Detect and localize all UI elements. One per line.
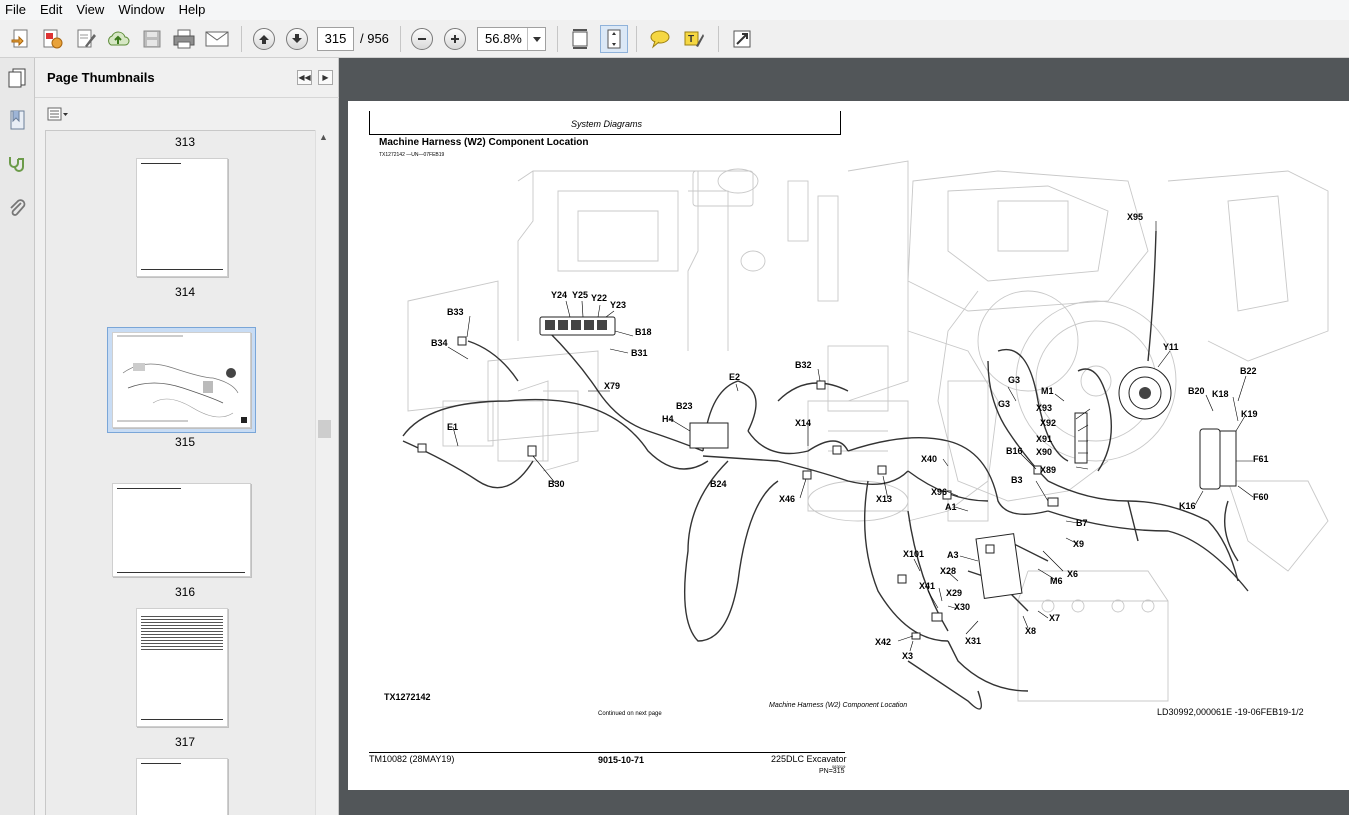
- footer-pn: PN=315: [819, 768, 845, 775]
- thumbnail-list: [45, 130, 323, 815]
- label-b31: B31: [631, 348, 648, 358]
- chevron-down-icon[interactable]: [527, 28, 545, 50]
- label-f60: F60: [1253, 492, 1269, 502]
- label-x3: X3: [902, 651, 914, 661]
- navigation-rail: [0, 58, 35, 815]
- label-f61: F61: [1253, 454, 1269, 464]
- page-title: Machine Harness (W2) Component Location: [379, 137, 589, 148]
- label-k16: K16: [1179, 501, 1196, 511]
- thumb-label-313: 313: [174, 135, 196, 149]
- label-y23: Y23: [610, 300, 627, 310]
- label-k18: K18: [1212, 389, 1229, 399]
- label-x90: X90: [1036, 447, 1053, 457]
- label-x8: X8: [1025, 626, 1037, 636]
- page-header: System Diagrams: [571, 119, 643, 129]
- expand-icon[interactable]: [728, 25, 756, 53]
- label-g3-lower: G3: [998, 399, 1011, 409]
- panel-next-icon[interactable]: ▶: [318, 70, 333, 85]
- attachments-icon[interactable]: [5, 196, 29, 220]
- label-x89: X89: [1040, 465, 1057, 475]
- label-x92: X92: [1040, 418, 1057, 428]
- menu-edit[interactable]: Edit: [39, 2, 63, 17]
- label-x13: X13: [876, 494, 893, 504]
- label-x96: X96: [931, 487, 948, 497]
- page-total: / 956: [360, 31, 389, 46]
- panel-title: Page Thumbnails: [47, 70, 155, 85]
- label-m1: M1: [1041, 386, 1054, 396]
- pdf-page: [348, 101, 1349, 790]
- thumb-label-315: 315: [174, 435, 196, 449]
- panel-header: [35, 58, 339, 98]
- options-menu[interactable]: [47, 107, 73, 123]
- label-x91: X91: [1036, 434, 1053, 444]
- thumbnails-panel: [35, 58, 339, 815]
- bookmarks-icon[interactable]: [5, 108, 29, 132]
- label-b22: B22: [1240, 366, 1257, 376]
- label-b3: B3: [1011, 475, 1023, 485]
- thumb-label-316: 316: [174, 585, 196, 599]
- footer-rule: [369, 752, 845, 753]
- label-b33: B33: [447, 307, 464, 317]
- label-x31: X31: [965, 636, 982, 646]
- harness-diagram: [348, 101, 1349, 790]
- label-x79: X79: [604, 381, 621, 391]
- label-e1: E1: [447, 422, 459, 432]
- label-x28: X28: [940, 566, 957, 576]
- reference-id: LD30992,000061E -19-06FEB19-1/2: [1157, 707, 1304, 717]
- figure-caption: Machine Harness (W2) Component Location: [769, 702, 908, 709]
- svg-text:T: T: [688, 34, 695, 45]
- label-h4: H4: [662, 414, 674, 424]
- label-x40: X40: [921, 454, 938, 464]
- label-x42: X42: [875, 637, 892, 647]
- thumb-label-314: 314: [174, 285, 196, 299]
- label-b18: B18: [635, 327, 652, 337]
- scroll-up-icon[interactable]: ▲: [319, 132, 328, 142]
- label-y24: Y24: [551, 290, 568, 300]
- label-b7: B7: [1076, 518, 1088, 528]
- fit-page-icon[interactable]: [600, 25, 628, 53]
- email-icon[interactable]: [203, 25, 231, 53]
- label-y25: Y25: [572, 290, 589, 300]
- label-y22: Y22: [591, 293, 608, 303]
- print-icon[interactable]: [170, 25, 198, 53]
- collapse-left-icon[interactable]: ◀◀: [297, 70, 312, 85]
- scrollbar-thumb[interactable]: [318, 420, 331, 438]
- thumbnail-page-314[interactable]: [136, 158, 228, 277]
- label-e2: E2: [729, 372, 741, 382]
- edit-pdf-icon[interactable]: [72, 25, 100, 53]
- continued-note: Continued on next page: [598, 711, 662, 717]
- signatures-icon[interactable]: [5, 152, 29, 176]
- export-pdf-icon[interactable]: [38, 25, 66, 53]
- thumbnail-page-316[interactable]: [112, 483, 251, 577]
- label-b30: B30: [548, 479, 565, 489]
- label-b34: B34: [431, 338, 448, 348]
- label-k19: K19: [1241, 409, 1258, 419]
- menu-file[interactable]: File: [5, 2, 26, 17]
- footer-center: 9015-10-71: [598, 755, 645, 765]
- zoom-select[interactable]: [477, 27, 546, 51]
- zoom-in-icon[interactable]: [441, 25, 469, 53]
- zoom-out-icon[interactable]: [408, 25, 436, 53]
- footer-left: TM10082 (28MAY19): [369, 754, 455, 764]
- figure-code: TX1272142 —UN—07FEB19: [379, 152, 445, 158]
- label-x6: X6: [1067, 569, 1079, 579]
- label-m6: M6: [1050, 576, 1063, 586]
- label-x93: X93: [1036, 403, 1053, 413]
- label-x46: X46: [779, 494, 796, 504]
- save-icon[interactable]: [138, 25, 166, 53]
- upload-icon[interactable]: [104, 25, 132, 53]
- label-x41: X41: [919, 581, 936, 591]
- label-g3-upper: G3: [1008, 375, 1021, 385]
- label-x9: X9: [1073, 539, 1085, 549]
- label-b23: B23: [676, 401, 693, 411]
- toolbar: [0, 20, 1349, 58]
- label-x7: X7: [1049, 613, 1061, 623]
- highlight-icon[interactable]: [680, 25, 708, 53]
- label-x101: X101: [903, 549, 925, 559]
- figure-id: TX1272142: [384, 692, 431, 702]
- label-x30: X30: [954, 602, 971, 612]
- page-thumbnails-icon[interactable]: [5, 66, 29, 90]
- fit-width-icon[interactable]: [566, 25, 594, 53]
- menu-window[interactable]: Window: [118, 2, 165, 17]
- thumbnail-page-317[interactable]: [136, 608, 228, 727]
- page-number-input[interactable]: 315: [317, 27, 354, 51]
- next-page-icon[interactable]: [283, 25, 311, 53]
- label-a1: A1: [945, 502, 957, 512]
- label-x14: X14: [795, 418, 812, 428]
- thumbnail-scrollbar[interactable]: [315, 130, 332, 815]
- thumbnail-page-318[interactable]: [136, 758, 228, 815]
- label-b32: B32: [795, 360, 812, 370]
- label-b20: B20: [1188, 386, 1205, 396]
- create-pdf-icon[interactable]: [6, 25, 34, 53]
- thumbnail-page-315[interactable]: [112, 332, 251, 428]
- footer-small: 083019: [832, 764, 846, 769]
- label-a3: A3: [947, 550, 959, 560]
- label-y11: Y11: [1163, 342, 1179, 352]
- zoom-value: 56.8%: [485, 31, 522, 46]
- comment-icon[interactable]: [646, 25, 674, 53]
- menu-bar: [0, 0, 1349, 20]
- label-b16: B16: [1006, 446, 1023, 456]
- options-icon[interactable]: [47, 107, 69, 124]
- label-b24: B24: [710, 479, 727, 489]
- menu-view[interactable]: View: [76, 2, 105, 17]
- thumb-label-317: 317: [174, 735, 196, 749]
- footer-right: 225DLC Excavator: [771, 754, 847, 764]
- menu-help[interactable]: Help: [178, 2, 206, 17]
- label-x95: X95: [1127, 212, 1144, 222]
- prev-page-icon[interactable]: [250, 25, 278, 53]
- label-x29: X29: [946, 588, 963, 598]
